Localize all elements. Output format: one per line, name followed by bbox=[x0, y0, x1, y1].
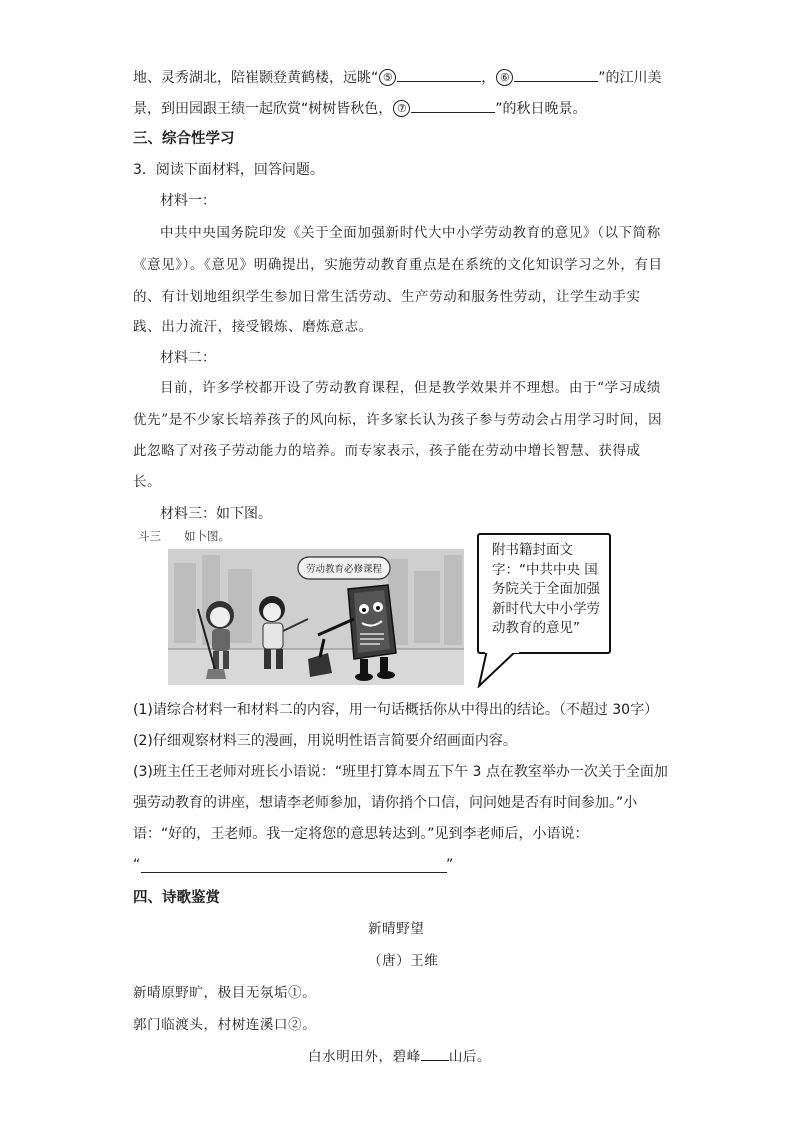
blank-number-7: ⑦ bbox=[393, 100, 410, 117]
answer-blank-7[interactable] bbox=[411, 98, 495, 113]
material-3-title: 材料三：如下图。 bbox=[160, 506, 272, 522]
callout-text: 附书籍封面文字：“中共中央 国务院关于全面加强新时代大中小学劳动教育的意见” bbox=[492, 542, 600, 636]
cartoon-image bbox=[168, 549, 464, 685]
answer-blank-6[interactable] bbox=[514, 67, 598, 82]
material-1-title: 材料一： bbox=[160, 193, 216, 209]
text-segment: ”的江川美 bbox=[598, 70, 662, 86]
text-segment: ”的秋日晚景。 bbox=[495, 101, 587, 117]
sub-question-1: (1)请综合材料一和材料二的内容，用一句话概括你从中得出的结论。（不超过 30字） bbox=[133, 702, 659, 718]
poem-line-3 bbox=[308, 1046, 491, 1067]
poem-line: 新晴原野旷，极目无氛垢①。 bbox=[133, 985, 317, 1001]
poem-author: （唐）王维 bbox=[368, 953, 439, 969]
text-segment: 地、灵秀湖北，陪崔颢登黄鹤楼，远眺“ bbox=[133, 70, 379, 86]
section-heading-4: 四、诗歌鉴赏 bbox=[133, 890, 220, 906]
callout-tail bbox=[475, 650, 525, 688]
text-segment: 山后。 bbox=[448, 1049, 492, 1065]
poem-title: 新晴野望 bbox=[368, 921, 425, 937]
cartoon-banner-text: 劳动教育必修课程 bbox=[305, 564, 383, 575]
section-heading-3: 三、综合性学习 bbox=[133, 131, 235, 147]
poem-answer-blank[interactable] bbox=[421, 1046, 449, 1061]
material-2-line: 目前，许多学校都开设了劳动教育课程，但是教学效果并不理想。由于“学习成绩 bbox=[160, 380, 662, 396]
figure-caption: 斗三 如卜图。 bbox=[138, 529, 230, 543]
material-1-line: 践、出力流汗，接受锻炼、磨炼意志。 bbox=[133, 319, 373, 335]
fill-in-line-2 bbox=[133, 98, 587, 119]
blank-number-5: ⑤ bbox=[379, 69, 396, 86]
answer-open-quote: “ bbox=[133, 857, 141, 873]
speech-callout bbox=[477, 533, 611, 654]
answer-close-quote: ” bbox=[446, 857, 454, 873]
sub-question-3-line: 强劳动教育的讲座，想请李老师参加，请你捎个口信，问问她是否有时间参加。”小 bbox=[133, 795, 638, 811]
text-segment: 白水明田外，碧峰 bbox=[308, 1049, 421, 1065]
text-segment: 景，到田园跟王绩一起欣赏“树树皆秋色， bbox=[133, 101, 393, 117]
material-2-title: 材料二： bbox=[160, 350, 216, 366]
blank-number-6: ⑥ bbox=[496, 69, 513, 86]
sub-question-3-line: (3)班主任王老师对班长小语说：“班里打算本周五下午 3 点在教室举办一次关于全面加 bbox=[133, 764, 668, 780]
answer-blank-sub3[interactable] bbox=[141, 872, 447, 873]
sub-question-2: (2)仔细观察材料三的漫画，用说明性语言简要介绍画面内容。 bbox=[133, 733, 517, 749]
cartoon-illustration bbox=[168, 549, 464, 685]
material-1-line: 中共中央国务院印发《关于全面加强新时代大中小学劳动教育的意见》（以下简称 bbox=[160, 225, 661, 241]
sub-question-3-line: 语：“好的，王老师。我一定将您的意思转达到。”见到李老师后，小语说： bbox=[133, 826, 589, 842]
material-1-line: 《意见》）。《意见》明确提出，实施劳动教育重点是在系统的文化知识学习之外，有目 bbox=[133, 257, 663, 273]
question-3: 3．阅读下面材料，回答问题。 bbox=[133, 162, 324, 178]
text-segment: ， bbox=[481, 70, 496, 86]
answer-blank-5[interactable] bbox=[397, 67, 481, 82]
fill-in-line-1 bbox=[133, 67, 662, 88]
material-2-line: 此忽略了对孩子劳动能力的培养。而专家表示，孩子能在劳动中增长智慧、获得成 bbox=[133, 443, 641, 459]
material-2-line: 长。 bbox=[133, 474, 162, 490]
material-1-line: 的、有计划地组织学生参加日常生活劳动、生产劳动和服务性劳动，让学生动手实 bbox=[133, 289, 641, 305]
material-2-line: 优先”是不少家长培养孩子的风向标，许多家长认为孩子参与劳动会占用学习时间，因 bbox=[133, 412, 663, 428]
poem-line: 郭门临渡头，村树连溪口②。 bbox=[133, 1017, 317, 1033]
